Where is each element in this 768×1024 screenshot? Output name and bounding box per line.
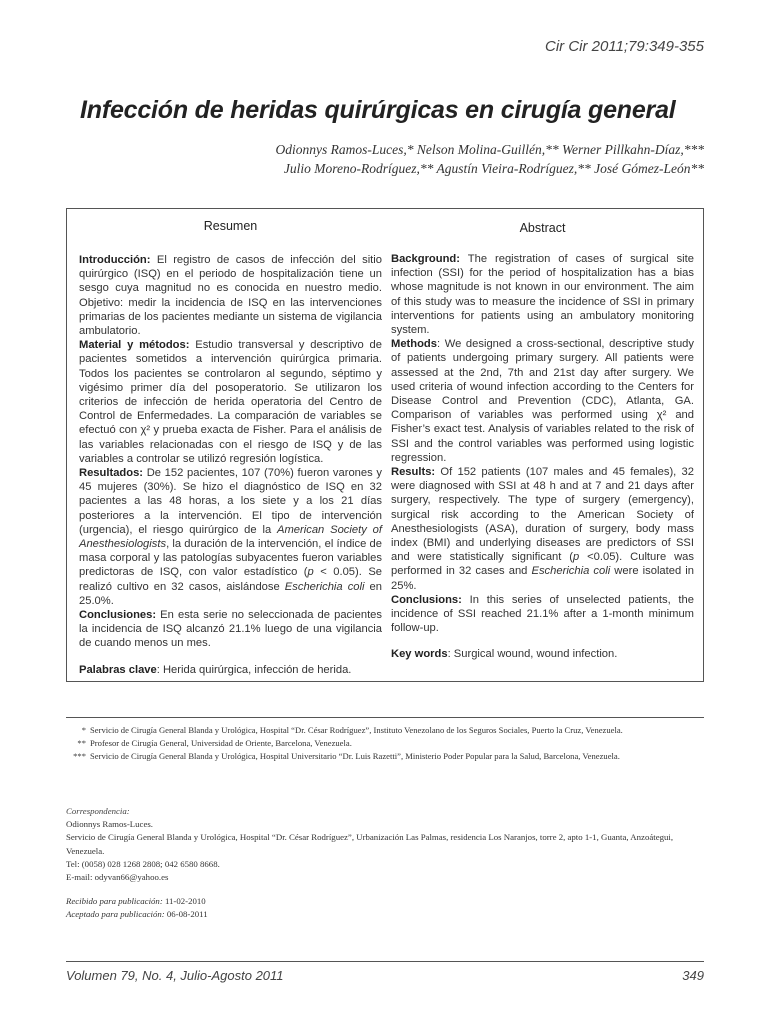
correspondence-name: Odionnys Ramos-Luces. xyxy=(66,819,153,830)
conclusions-label: Conclusiones: xyxy=(79,609,157,622)
abstract-results xyxy=(391,465,694,593)
footnote-item xyxy=(62,750,710,763)
keywords-text: : Surgical wound, wound infection. xyxy=(447,648,618,661)
accepted-value: 06-08-2011 xyxy=(164,909,208,919)
conclusions-label: Conclusions: xyxy=(391,593,462,606)
footnote-text: Servicio de Cirugía General Blanda y Urológica, Hospital “Dr. César Rodríguez”, Instituto Venezolano de los Seguros Sociales, Puerto la Cruz, Venezuela. xyxy=(90,725,623,735)
methods-label: Methods xyxy=(391,338,437,351)
intro-text: El registro de casos de infección del sitio quirúrgico (ISQ) en el periodo de hospitalización tiene un sesgo cuya magnitud no es conocida en nuestro medio. Objetivo: medir la incidencia de ISQ en las intervenciones primarias de los pacientes mediante un sistema de vigilancia ambulatorio. xyxy=(79,254,382,338)
results-text: De 152 pacientes, 107 (70%) fueron varones y 45 mujeres (30%). Se hizo el diagnóstico de ISQ en 32 pacientes a las 48 horas, a los siete y a los 21 días posteriores a la intervención. El tipo de intervención (urgencia), el riesgo quirúrgico de la xyxy=(79,467,382,536)
authors-line-2: Julio Moreno-Rodríguez,** Agustín Vieira-Rodríguez,** José Gómez-León** xyxy=(283,161,704,176)
received-date xyxy=(66,895,208,908)
methods-text: Estudio transversal y descriptivo de pacientes sometidos a intervención quirúrgica primaria. Todos los pacientes se controlaron al segundo, séptimo y vigésimo primer día del posoperatorio. Se utilizaron los criterios de infección de herida operatoria del Centro de Control de Enfermedades. La comparación de variables se efectuó con χ² y prueba exacta de Fisher. Para el análisis de las variables relacionadas con el riesgo de ISQ y de las variables a controlar se utilizó regresión logística. xyxy=(79,339,382,465)
results-italic: Escherichia coli xyxy=(284,580,365,593)
abstract-keywords xyxy=(391,647,694,661)
article-title: Infección de heridas quirúrgicas en cirugía general xyxy=(80,96,676,124)
results-label: Results: xyxy=(391,466,436,479)
footer-divider xyxy=(66,961,704,962)
results-label: Resultados: xyxy=(79,467,144,480)
results-italic: American Society of Anesthesiologists xyxy=(79,523,382,551)
results-text: were isolated in 25%. xyxy=(391,565,695,592)
footnote-item xyxy=(62,724,710,737)
keywords-text: : Herida quirúrgica, infección de herida. xyxy=(156,663,352,676)
abstract-heading: Abstract xyxy=(519,221,566,235)
keywords-label: Palabras clave xyxy=(79,663,157,676)
correspondence-phone: Tel: (0058) 028 1268 2808; 042 6580 8668. xyxy=(66,858,220,869)
abstract-methods xyxy=(391,337,694,465)
conclusions-text: In this series of unselected patients, the incidence of SSI reached 21.1% after a 1-month minimum follow-up. xyxy=(391,593,694,635)
results-text: <0.05). Culture was performed in 32 cases and xyxy=(391,551,694,578)
resumen-keywords xyxy=(79,663,382,677)
abstract-box xyxy=(66,208,704,682)
footnote-text: Servicio de Cirugía General Blanda y Urológica, Hospital Universitario “Dr. Luis Razetti”, Ministerio Poder Popular para la Salud, Barcelona, Venezuela. xyxy=(90,751,620,762)
footnote-text: Profesor de Cirugía General, Universidad de Oriente, Barcelona, Venezuela. xyxy=(90,738,352,749)
results-text: , la duración de la intervención, el índice de masa corporal y las patologías subyacentes fueron variables predictoras de ISQ, con valor estadístico ( xyxy=(79,538,382,579)
correspondence-block xyxy=(66,805,710,884)
footnote-mark: * xyxy=(81,725,86,735)
background-label: Background: xyxy=(391,253,460,265)
affiliation-footnotes xyxy=(62,724,710,764)
footnote-divider xyxy=(66,717,704,718)
author-list xyxy=(276,140,704,178)
correspondence-email: E-mail: odyvan66@yahoo.es xyxy=(66,872,169,883)
journal-reference: Cir Cir 2011;79:349-355 xyxy=(545,38,704,55)
conclusions-text: En esta serie no seleccionada de pacientes la incidencia de ISQ alcanzó 21.1% luego de una vigilancia de cuando menos un mes. xyxy=(79,609,382,650)
results-italic: Escherichia coli xyxy=(531,565,611,578)
received-value: 11-02-2010 xyxy=(162,896,206,906)
resumen-conclusions xyxy=(79,608,382,651)
abstract-conclusions xyxy=(391,593,694,636)
accepted-date xyxy=(66,908,208,921)
intro-label: Introducción: xyxy=(79,254,151,266)
resumen-heading: Resumen xyxy=(203,219,258,233)
publication-dates xyxy=(66,895,208,921)
keywords-label: Key words xyxy=(391,648,448,661)
resumen-introduction xyxy=(79,253,382,338)
resumen-methods xyxy=(79,338,382,466)
volume-info: Volumen 79, No. 4, Julio-Agosto 2011 xyxy=(66,968,284,983)
resumen-column xyxy=(79,219,382,677)
accepted-label: Aceptado para publicación: xyxy=(66,909,165,919)
results-text: Of 152 patients (107 males and 45 females), 32 were diagnosed with SSI at 48 h and at 7 and 21 days after surgery, respectively. The type of surgery (emergency), surgical risk according to the American Society of Anesthesiologists (ASA), duration of surgery, body mass index (BMI) and underlying diseases are predictors of SSI and were statistically significant ( xyxy=(391,466,694,564)
abstract-column xyxy=(391,219,694,662)
background-text: The registration of cases of surgical site infection (SSI) for the period of hospitalization has a bias whose magnitude is not known in our environment. The aim of this study was to measure the incidence of SSI in primary interventions for patients using an ambulatory monitoring system. xyxy=(391,253,694,337)
results-text: < 0.05). Se realizó cultivo en 32 casos, aislándose xyxy=(79,566,382,593)
footnote-mark: *** xyxy=(73,751,86,762)
results-italic: p xyxy=(573,551,580,564)
results-text: en 25.0%. xyxy=(79,580,382,607)
methods-text: : We designed a cross-sectional, descriptive study of patients undergoing primary surgery. All patients were assessed at the 2nd, 7th and 21st day after surgery. We used criteria of wound infection according to the Centers for Disease Control and Prevention (CDC), Atlanta, GA. Comparison of variables was performed using χ² and Fisher’s exact test. Analysis of variables related to the risk of SSI and the control variables was performed using logistic regression. xyxy=(391,338,694,464)
footnote-item xyxy=(62,737,710,750)
page-number: 349 xyxy=(682,968,704,983)
correspondence-address: Servicio de Cirugía General Blanda y Urológica, Hospital “Dr. César Rodríguez”, Urbanización Las Palmas, residencia Los Naranjos, torre 2, apto 1-1, Guanta, Anzoátegui, Venezuela. xyxy=(66,832,674,856)
received-label: Recibido para publicación: xyxy=(66,896,163,906)
abstract-background xyxy=(391,252,694,337)
correspondence-label: Correspondencia: xyxy=(66,806,130,816)
resumen-results xyxy=(79,466,382,608)
authors-line-1: Odionnys Ramos-Luces,* Nelson Molina-Guillén,** Werner Pillkahn-Díaz,*** xyxy=(275,142,704,157)
results-italic: p xyxy=(307,566,314,579)
footnote-mark: ** xyxy=(77,738,86,749)
methods-label: Material y métodos: xyxy=(79,339,190,352)
